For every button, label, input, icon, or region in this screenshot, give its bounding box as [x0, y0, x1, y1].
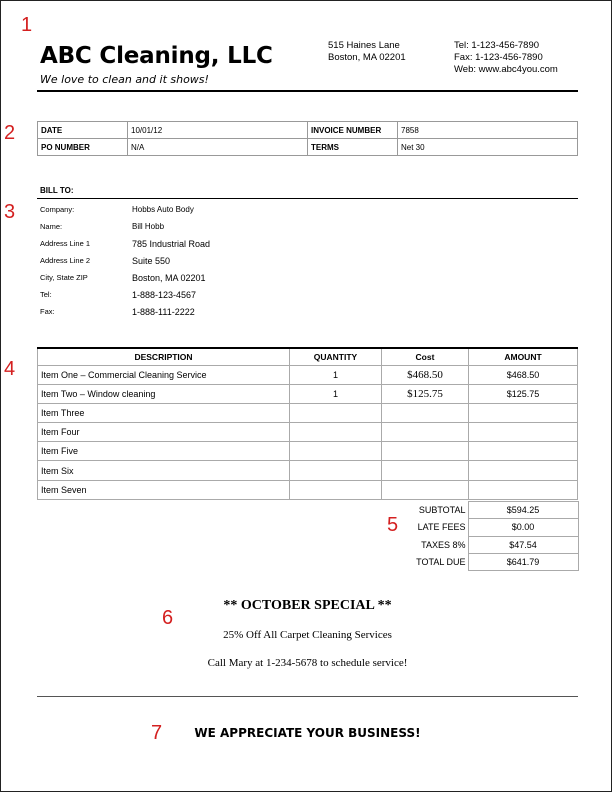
invoice-meta-table	[37, 121, 578, 156]
item-cost: $125.75	[382, 384, 469, 403]
item-amount	[469, 423, 578, 442]
totals-row	[381, 553, 578, 570]
date-label: DATE	[38, 122, 128, 139]
col-description: DESCRIPTION	[38, 348, 290, 365]
terms-value: Net 30	[398, 139, 578, 156]
bill-to-label: Name:	[40, 222, 63, 231]
table-row	[38, 403, 578, 422]
bill-to-divider	[37, 198, 578, 199]
company-tagline: We love to clean and it shows!	[40, 73, 209, 86]
col-cost: Cost	[382, 348, 469, 365]
bill-to-value: Hobbs Auto Body	[132, 205, 194, 214]
po-number-label: PO NUMBER	[38, 139, 128, 156]
table-row	[38, 442, 578, 461]
section-marker-1: 1	[21, 14, 33, 36]
bill-to-row	[37, 303, 213, 320]
bill-to-row	[37, 252, 213, 269]
bill-to-label: Address Line 2	[40, 256, 91, 265]
table-row	[38, 365, 578, 384]
item-amount	[469, 442, 578, 461]
section-marker-3: 3	[4, 201, 16, 223]
totals-table	[381, 501, 579, 571]
section-marker-4: 4	[4, 358, 16, 380]
item-quantity	[290, 480, 382, 499]
item-description: Item One – Commercial Cleaning Service	[38, 365, 290, 384]
table-row	[38, 461, 578, 480]
bill-to-value: Boston, MA 02201	[132, 272, 206, 283]
late-fees-label: LATE FEES	[417, 522, 466, 533]
bill-to-table	[37, 201, 213, 320]
item-cost	[382, 403, 469, 422]
subtotal-value: $594.25	[468, 502, 578, 519]
taxes-label: TAXES 8%	[421, 539, 466, 550]
subtotal-label: SUBTOTAL	[418, 505, 466, 516]
totals-row	[381, 519, 578, 536]
po-number-value: N/A	[128, 139, 308, 156]
invoice-number-value: 7858	[398, 122, 578, 139]
totals-row	[381, 536, 578, 553]
table-row	[38, 480, 578, 499]
invoice-number-label: INVOICE NUMBER	[308, 122, 398, 139]
bill-to-label: Fax:	[40, 307, 55, 316]
bill-to-value: 1-888-111-2222	[132, 306, 195, 317]
header-divider	[37, 90, 578, 92]
line-items-table	[37, 347, 578, 500]
meta-row	[38, 122, 578, 139]
item-cost: $468.50	[382, 365, 469, 384]
bill-to-value: 785 Industrial Road	[132, 238, 211, 249]
footer-divider	[37, 696, 578, 697]
table-row	[38, 384, 578, 403]
item-amount	[469, 403, 578, 422]
item-quantity	[290, 423, 382, 442]
company-tel: Tel: 1-123-456-7890	[454, 40, 540, 51]
item-description: Item Four	[38, 423, 290, 442]
item-cost	[382, 461, 469, 480]
item-amount	[469, 480, 578, 499]
bill-to-row	[37, 286, 213, 303]
thank-you-message: WE APPRECIATE YOUR BUSINESS!	[194, 726, 421, 740]
date-value: 10/01/12	[128, 122, 308, 139]
bill-to-value: Bill Hobb	[132, 222, 165, 231]
company-contact	[454, 40, 558, 76]
bill-to-label: Company:	[40, 205, 75, 214]
bill-to-row	[37, 269, 213, 286]
terms-label: TERMS	[308, 139, 398, 156]
special-title: ** OCTOBER SPECIAL **	[223, 598, 392, 613]
item-quantity: 1	[290, 365, 382, 384]
line-items-header	[38, 348, 578, 365]
item-description: Item Six	[38, 461, 290, 480]
section-marker-5: 5	[387, 514, 399, 536]
item-quantity	[290, 442, 382, 461]
item-quantity	[290, 461, 382, 480]
item-cost	[382, 423, 469, 442]
item-description: Item Three	[38, 403, 290, 422]
item-description: Item Seven	[38, 480, 290, 499]
bill-to-row	[37, 218, 213, 235]
section-marker-6: 6	[162, 607, 174, 629]
company-name: ABC Cleaning, LLC	[40, 43, 273, 69]
section-marker-2: 2	[4, 122, 16, 144]
col-amount: AMOUNT	[469, 348, 578, 365]
special-offer: 25% Off All Carpet Cleaning Services	[223, 629, 392, 641]
taxes-value: $47.54	[468, 536, 578, 553]
section-marker-7: 7	[151, 722, 163, 744]
bill-to-label: Tel:	[40, 290, 52, 299]
bill-to-row	[37, 201, 213, 218]
bill-to-label: City, State ZIP	[40, 273, 88, 282]
address-line-2: Boston, MA 02201	[328, 52, 406, 63]
special-call-to-action: Call Mary at 1-234-5678 to schedule service!	[207, 657, 408, 669]
company-address	[328, 40, 406, 64]
address-line-1: 515 Haines Lane	[328, 40, 400, 51]
bill-to-row	[37, 235, 213, 252]
bill-to-label: Address Line 1	[40, 239, 91, 248]
bill-to-value: Suite 550	[132, 255, 171, 266]
late-fees-value: $0.00	[468, 519, 578, 536]
total-due-value: $641.79	[468, 553, 578, 570]
company-fax: Fax: 1-123-456-7890	[454, 52, 543, 63]
bill-to-heading: BILL TO:	[40, 186, 74, 195]
item-quantity	[290, 403, 382, 422]
item-amount: $468.50	[469, 365, 578, 384]
item-cost	[382, 442, 469, 461]
bill-to-value: 1-888-123-4567	[132, 289, 197, 300]
table-row	[38, 423, 578, 442]
item-description: Item Two – Window cleaning	[38, 384, 290, 403]
meta-row	[38, 139, 578, 156]
totals-row	[381, 502, 578, 519]
item-description: Item Five	[38, 442, 290, 461]
item-amount	[469, 461, 578, 480]
item-quantity: 1	[290, 384, 382, 403]
total-due-label: TOTAL DUE	[416, 557, 466, 568]
company-web: Web: www.abc4you.com	[454, 64, 558, 75]
item-cost	[382, 480, 469, 499]
item-amount: $125.75	[469, 384, 578, 403]
col-quantity: QUANTITY	[290, 348, 382, 365]
